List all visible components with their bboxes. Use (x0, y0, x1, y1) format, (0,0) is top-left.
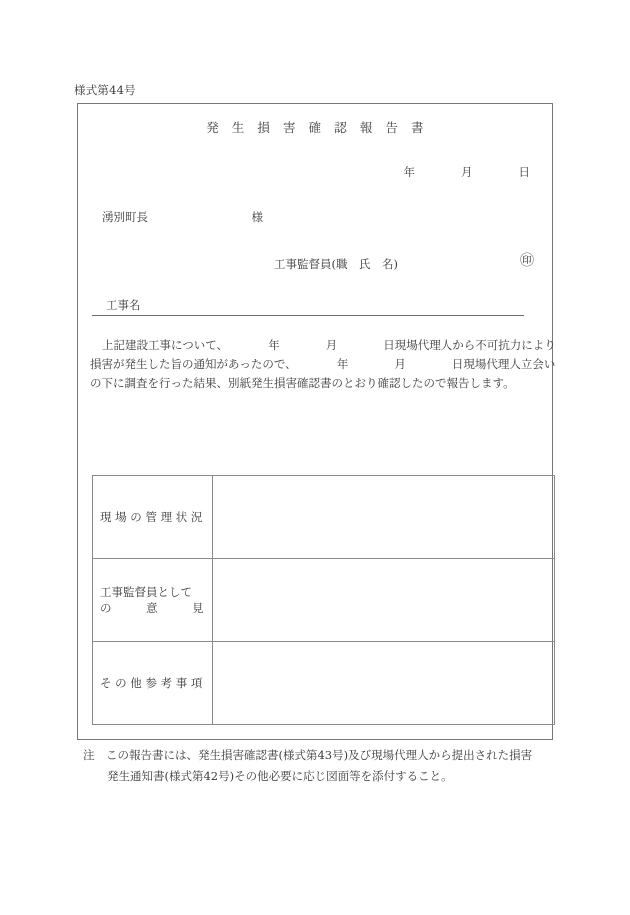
work-name-label: 工事名 (106, 298, 141, 312)
row-label-site-management (93, 476, 213, 559)
row-label-other-notes (93, 642, 213, 725)
table-row (93, 559, 555, 642)
seal-stamp-icon: ㊞ (520, 253, 534, 269)
row-label-line: そ の 他 参 考 事 項 (100, 676, 203, 690)
row-label-supervisor-opinion (93, 559, 213, 642)
row-value-other-notes[interactable] (213, 642, 555, 725)
table-row (93, 642, 555, 725)
body-line-3: の下に調査を行った結果、別紙発生損害確認書のとおり確認したので報告します。 (90, 376, 515, 390)
footnote-line-2: 発生通知書(様式第42号)その他必要に応じ図面等を添付すること。 (107, 769, 453, 783)
addressee-line: 湧別町長 様 (102, 210, 263, 224)
date-line: 年 月 日 (403, 165, 530, 179)
body-paragraph (90, 336, 556, 393)
footnote-line-1: 注 この報告書には、発生損害確認書(様式第43号)及び現場代理人から提出された損害 (83, 748, 533, 762)
row-label-line: 工事監督員として (100, 585, 192, 599)
table-row (93, 476, 555, 559)
form-number: 様式第44号 (74, 83, 136, 97)
row-value-site-management[interactable] (213, 476, 555, 559)
body-line-1: 上記建設工事について、 年 月 日現場代理人から不可抗力により (102, 338, 556, 352)
footnote (83, 745, 563, 787)
form-frame (77, 103, 556, 740)
row-label-line: 現 場 の 管 理 状 況 (100, 510, 203, 524)
row-label-line: の 意 見 (100, 601, 204, 615)
supervisor-signature-line: 工事監督員(職 氏 名) (274, 257, 398, 271)
page-title: 発 生 損 害 確 認 報 告 書 (206, 120, 424, 135)
body-line-2: 損害が発生した旨の通知があったので、 年 月 日現場代理人立会い (90, 357, 556, 371)
report-table (92, 475, 555, 725)
work-name-field (92, 294, 524, 316)
row-value-supervisor-opinion[interactable] (213, 559, 555, 642)
